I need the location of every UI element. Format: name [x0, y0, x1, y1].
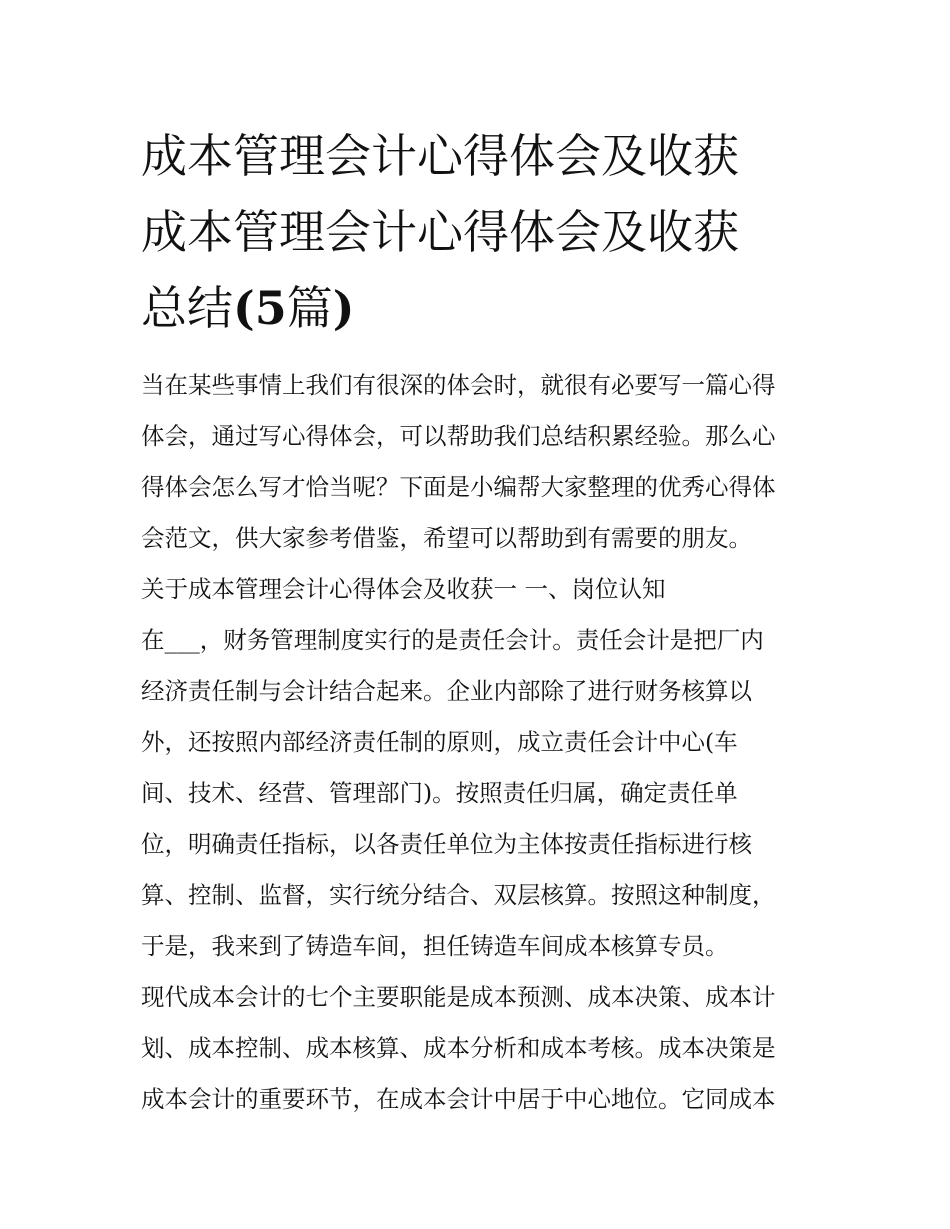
body-line: 外，还按照内部经济责任制的原则，成立责任会计中心(车	[141, 728, 738, 756]
title-line-3-close: )	[332, 281, 355, 335]
body-line: 在___，财务管理制度实行的是责任会计。责任会计是把厂内	[141, 626, 764, 654]
body-line: 经济责任制与会计结合起来。企业内部除了进行财务核算以	[141, 677, 752, 705]
title-line-3-unit: 篇	[286, 281, 333, 335]
body-line: 成本会计的重要环节，在成本会计中居于中心地位。它同成本	[141, 1085, 776, 1113]
body-line: 间、技术、经营、管理部门)。按照责任归属，确定责任单	[141, 779, 738, 807]
body-line: 于是，我来到了铸造车间，担任铸造车间成本核算专员。	[141, 932, 729, 960]
document-body	[141, 360, 813, 1125]
title-line-2: 成本管理会计心得体会及收获	[141, 205, 739, 259]
title-line-1: 成本管理会计心得体会及收获	[141, 129, 739, 183]
document-page	[141, 118, 813, 1125]
title-line-3-count: (5	[233, 281, 287, 335]
body-line: 位，明确责任指标，以各责任单位为主体按责任指标进行核	[141, 830, 752, 858]
body-line: 划、成本控制、成本核算、成本分析和成本考核。成本决策是	[141, 1034, 776, 1062]
body-line: 算、控制、监督，实行统分结合、双层核算。按照这种制度，	[141, 881, 776, 909]
section-heading-line: 关于成本管理会计心得体会及收获一 一、岗位认知	[141, 575, 666, 603]
body-line: 体会，通过写心得体会，可以帮助我们总结积累经验。那么心	[141, 422, 776, 450]
body-line: 会范文，供大家参考借鉴，希望可以帮助到有需要的朋友。	[141, 524, 752, 552]
body-line: 当在某些事情上我们有很深的体会时，就很有必要写一篇心得	[141, 371, 776, 399]
document-title	[141, 118, 813, 346]
body-line: 现代成本会计的七个主要职能是成本预测、成本决策、成本计	[141, 983, 776, 1011]
title-line-3-prefix: 总结	[141, 281, 233, 335]
title-line-3	[141, 270, 813, 346]
body-line: 得体会怎么写才恰当呢？下面是小编帮大家整理的优秀心得体	[141, 473, 776, 501]
